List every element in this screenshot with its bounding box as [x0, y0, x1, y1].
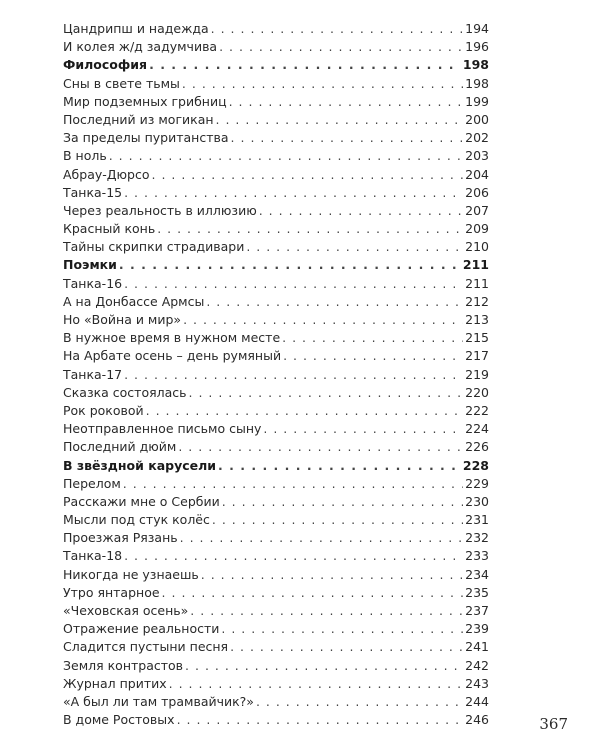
toc-entry — [63, 402, 489, 420]
toc-entry-page: 213 — [465, 312, 489, 327]
dot-leader — [246, 238, 463, 256]
toc-entry-title: Тайны скрипки страдивари — [63, 239, 245, 255]
toc-entry-title: И колея ж/д задумчива — [63, 39, 218, 55]
toc-entry-page: 242 — [465, 657, 489, 673]
toc-entry-page: 226 — [465, 439, 489, 455]
toc-entry-page: 209 — [465, 221, 489, 237]
toc-entry-page: 220 — [465, 384, 489, 400]
toc-entry — [63, 38, 489, 56]
toc-entry — [63, 566, 489, 584]
toc-entry-title: Отражение реальности — [63, 621, 220, 637]
toc-entry — [63, 584, 489, 602]
dot-leader — [283, 347, 463, 365]
dot-leader — [190, 602, 463, 620]
dot-leader — [259, 202, 463, 220]
toc-entry-page: 232 — [465, 530, 489, 546]
dot-leader — [231, 129, 464, 147]
toc-entry — [63, 275, 489, 293]
toc-entry-title: Земля контрастов — [63, 657, 184, 673]
toc-entry — [63, 493, 489, 511]
toc-entry-page: 196 — [465, 39, 489, 55]
dot-leader — [189, 384, 464, 402]
dot-leader — [212, 511, 463, 529]
toc-entry-page: 200 — [465, 111, 489, 127]
toc-entry-title: А на Донбассе Армсы — [63, 293, 205, 309]
dot-leader — [152, 166, 464, 184]
toc-entry-title: Танка-18 — [63, 548, 123, 564]
toc-entry-title: Сказка состоялась — [63, 384, 187, 400]
dot-leader — [180, 529, 464, 547]
toc-entry-title: Мысли под стук колёс — [63, 512, 210, 528]
toc-entry-title: Танка-16 — [63, 275, 123, 291]
toc-entry-page: 210 — [465, 239, 489, 255]
toc-entry-page: 231 — [465, 512, 489, 528]
toc-entry — [63, 329, 489, 347]
dot-leader — [149, 56, 461, 74]
toc-entry-title: Проезжая Рязань — [63, 530, 178, 546]
toc-entry — [63, 184, 489, 202]
toc-entry-page: 199 — [465, 93, 489, 109]
toc-entry-title: «А был ли там трамвайчик?» — [63, 693, 254, 709]
toc-entry — [63, 75, 489, 93]
toc-entry — [63, 475, 489, 493]
dot-leader — [218, 457, 461, 475]
toc-entry-title: «Чеховская осень» — [63, 603, 189, 618]
toc-entry-title: Утро янтарное — [63, 584, 160, 600]
toc-entry-title: Последний из могикан — [63, 111, 214, 127]
toc-entry-page: 239 — [465, 621, 489, 637]
toc-entry — [63, 220, 489, 238]
toc-entry-page: 206 — [465, 184, 489, 200]
toc-entry-page: 211 — [465, 275, 489, 291]
toc-entry-title: Сны в свете тьмы — [63, 75, 180, 91]
toc-entry-title: Философия — [63, 57, 148, 73]
toc-entry-page: 233 — [465, 548, 489, 564]
dot-leader — [263, 420, 463, 438]
toc-entry — [63, 366, 489, 384]
dot-leader — [201, 566, 463, 584]
toc-entry — [63, 166, 489, 184]
toc-entry-title: Журнал притих — [63, 675, 167, 691]
toc-entry — [63, 93, 489, 111]
dot-leader — [146, 402, 464, 420]
toc-entry — [63, 620, 489, 638]
toc-entry — [63, 420, 489, 438]
toc-entry-title: Расскажи мне о Сербии — [63, 493, 220, 509]
toc-entry-page: 203 — [465, 148, 489, 164]
toc-entry-title: В доме Ростовых — [63, 712, 175, 728]
toc-entry-page: 234 — [465, 566, 489, 582]
dot-leader — [282, 329, 463, 347]
toc-entry — [63, 529, 489, 547]
table-of-contents — [63, 20, 489, 729]
dot-leader — [183, 311, 463, 329]
toc-entry — [63, 238, 489, 256]
toc-entry-title: Через реальность в иллюзию — [63, 202, 257, 218]
toc-entry-title: Сладится пустыни песня — [63, 639, 229, 655]
dot-leader — [216, 111, 464, 129]
dot-leader — [162, 584, 464, 602]
toc-entry-title: В ноль — [63, 148, 107, 164]
toc-entry — [63, 675, 489, 693]
toc-entry-page: 244 — [465, 693, 489, 709]
toc-entry-page: 246 — [465, 712, 489, 728]
dot-leader — [124, 275, 463, 293]
toc-entry-page: 243 — [465, 675, 489, 691]
toc-entry-page: 235 — [465, 584, 489, 600]
toc-entry-page: 215 — [465, 330, 489, 346]
toc-entry-title: Но «Война и мир» — [63, 312, 182, 327]
toc-entry-page: 198 — [462, 57, 489, 73]
dot-leader — [109, 147, 463, 165]
toc-entry — [63, 20, 489, 38]
toc-entry — [63, 129, 489, 147]
toc-entry — [63, 147, 489, 165]
dot-leader — [221, 620, 463, 638]
toc-entry-page: 204 — [465, 166, 489, 182]
dot-leader — [157, 220, 463, 238]
toc-entry — [63, 657, 489, 675]
dot-leader — [206, 293, 463, 311]
dot-leader — [178, 438, 463, 456]
toc-entry-page: 212 — [465, 293, 489, 309]
toc-entry — [63, 347, 489, 365]
toc-entry — [63, 438, 489, 456]
toc-entry — [63, 202, 489, 220]
toc-entry-page: 224 — [465, 421, 489, 437]
toc-entry — [63, 384, 489, 402]
toc-entry — [63, 638, 489, 656]
dot-leader — [222, 493, 463, 511]
dot-leader — [177, 711, 464, 729]
toc-entry — [63, 602, 489, 620]
toc-entry-title: Поэмки — [63, 257, 117, 273]
page-number: 367 — [539, 715, 568, 733]
dot-leader — [124, 184, 463, 202]
toc-entry-title: Танка-17 — [63, 366, 123, 382]
dot-leader — [169, 675, 464, 693]
toc-entry-title: Красный конь — [63, 221, 156, 237]
toc-entry-title: Цандрипш и надежда — [63, 21, 209, 36]
toc-entry-page: 222 — [465, 402, 489, 418]
toc-entry-title: В звёздной карусели — [63, 457, 217, 473]
toc-entry-page: 211 — [462, 257, 489, 273]
toc-entry-title: В нужное время в нужном месте — [63, 330, 281, 346]
toc-entry-title: За пределы пуританства — [63, 130, 229, 146]
toc-entry-page: 217 — [465, 348, 489, 364]
toc-entry — [63, 511, 489, 529]
toc-entry — [63, 293, 489, 311]
toc-entry-page: 219 — [465, 366, 489, 382]
toc-entry-title: Перелом — [63, 475, 121, 491]
toc-entry-page: 228 — [462, 457, 489, 473]
toc-entry-title: Последний дюйм — [63, 439, 177, 455]
toc-entry-title: Абрау-Дюрсо — [63, 166, 150, 182]
dot-leader — [124, 366, 463, 384]
toc-entry-title: Рок роковой — [63, 402, 144, 418]
toc-entry-title: Танка-15 — [63, 184, 123, 200]
dot-leader — [230, 638, 463, 656]
toc-section-heading — [63, 256, 489, 274]
dot-leader — [182, 75, 463, 93]
dot-leader — [219, 38, 463, 56]
toc-entry-page: 198 — [465, 75, 489, 91]
dot-leader — [229, 93, 464, 111]
toc-entry-page: 237 — [465, 603, 489, 618]
toc-entry-title: Неотправленное письмо сыну — [63, 421, 262, 437]
dot-leader — [256, 693, 463, 711]
toc-section-heading — [63, 56, 489, 74]
dot-leader — [123, 475, 463, 493]
toc-entry-title: На Арбате осень – день румяный — [63, 348, 282, 364]
dot-leader — [185, 657, 463, 675]
dot-leader — [124, 547, 463, 565]
toc-entry-page: 229 — [465, 475, 489, 491]
toc-entry-title: Мир подземных грибниц — [63, 93, 227, 109]
toc-entry — [63, 547, 489, 565]
toc-entry-page: 194 — [465, 21, 489, 36]
toc-entry-title: Никогда не узнаешь — [63, 566, 199, 582]
toc-entry-page: 230 — [465, 493, 489, 509]
toc-entry-page: 202 — [465, 130, 489, 146]
dot-leader — [119, 256, 461, 274]
toc-entry-page: 207 — [465, 202, 489, 218]
toc-entry-page: 241 — [465, 639, 489, 655]
toc-entry — [63, 111, 489, 129]
toc-entry — [63, 693, 489, 711]
dot-leader — [211, 20, 463, 38]
toc-entry — [63, 711, 489, 729]
toc-entry — [63, 311, 489, 329]
toc-section-heading — [63, 457, 489, 475]
